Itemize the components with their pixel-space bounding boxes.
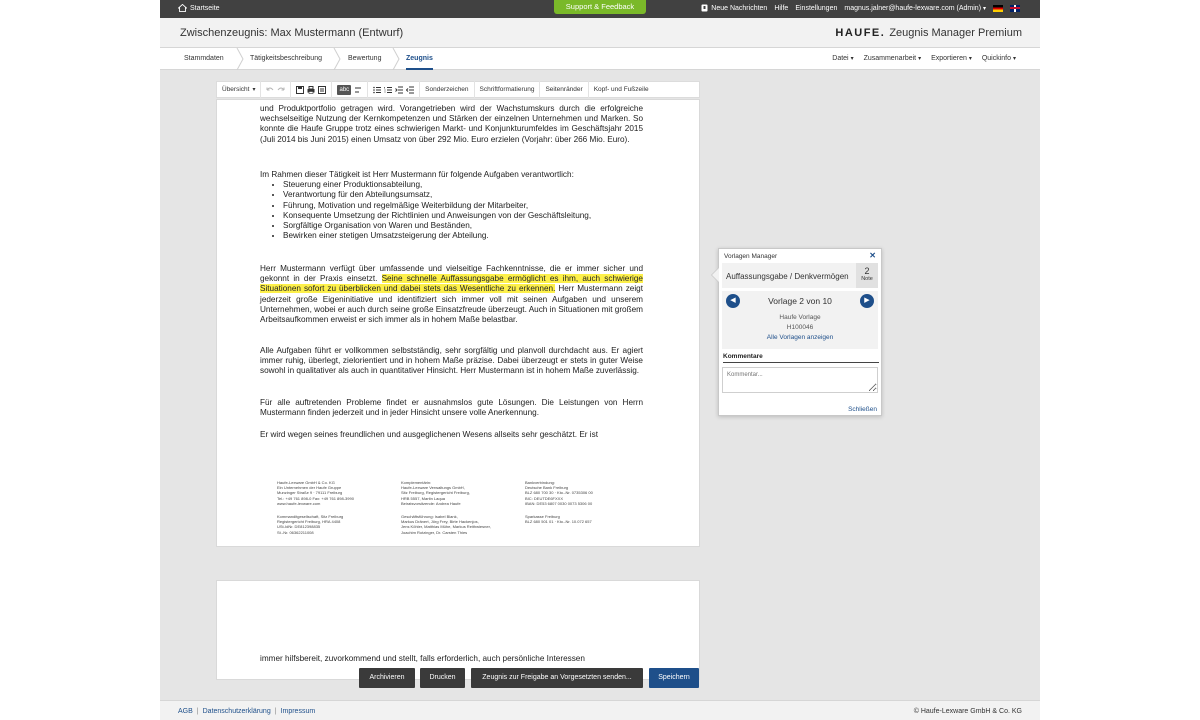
highlighted-text[interactable]: Seine schnelle Auffassungsgabe ermöglicht es ihm, auch schwierige Situationen sofort zu überblicken und dabei stets das Wesentliche zu erkennen. [260,274,643,294]
page-margins-button[interactable]: Seitenränder [540,81,588,98]
panel-title: Vorlagen Manager [724,253,778,260]
template-id: H100046 [786,324,814,331]
font-format-button[interactable]: Schriftformatierung [475,81,541,98]
notifications-link[interactable] [701,4,767,12]
tab-bewertung[interactable]: Bewertung [348,55,382,62]
copyright: © Haufe-Lexware GmbH & Co. KG [913,708,1022,715]
support-feedback-button[interactable]: Support & Feedback [554,0,646,14]
redo-icon[interactable] [277,86,285,94]
chevron-down-icon: ▾ [968,56,972,62]
show-all-templates-link[interactable]: Alle Vorlagen anzeigen [766,334,834,341]
overview-label: Übersicht [222,85,250,93]
workflow-tabs [160,48,1040,70]
tab-taetigkeitsbeschreibung[interactable]: Tätigkeitsbeschreibung [250,55,322,62]
previous-template-button[interactable] [726,294,740,308]
action-bar [160,668,1040,688]
chevron-down-icon: ▾ [252,86,256,93]
chevron-right-icon [392,48,400,70]
notifications-label: Neue Nachrichten [711,4,768,12]
app-window [160,0,1040,720]
chevron-left-icon: ◀ [730,297,736,304]
chevron-right-icon [236,48,244,70]
menu-zusammenarbeit[interactable] [864,48,922,70]
document-header [160,18,1040,48]
topic-label: Auffassungsgabe / Denkvermögen [726,272,849,281]
popover-arrow [711,267,719,283]
print-button[interactable]: Drucken [420,668,465,688]
menu-label: Exportieren [931,55,967,62]
chevron-down-icon: ▾ [1012,56,1016,62]
top-bar [160,0,1040,18]
document-paragraph[interactable]: Er wird wegen seines freundlichen und ausgeglichenen Wesens allseits sehr geschätzt. Er ist [260,430,598,439]
german-flag-icon[interactable] [993,5,1003,12]
letter-footer-bank: Bankverbindung: Deutsche Bank Freiburg BLZ 680 700 30 · Kto.-Nr. 0735306 00 BIC: DEUTDE6FXXX IBAN: DE53 6807 0030 0073 5306 00 [525,480,593,506]
outdent-icon[interactable] [406,86,414,94]
indent-icon[interactable] [395,86,403,94]
task-list [260,180,643,241]
document-paragraph[interactable]: Für alle auftretenden Probleme findet er ausnahmslos gute Lösungen. Die Leistungen von Herrn Mustermann finden jederzeit und in jeder Hinsicht unsere volle Anerkennung. [260,398,643,418]
text-direction-icon[interactable] [354,86,362,94]
send-for-approval-button[interactable]: Zeugnis zur Freigabe an Vorgesetzten senden... [471,668,643,688]
note-badge [856,263,878,288]
save-icon[interactable] [296,86,304,94]
next-template-button[interactable] [860,294,874,308]
document-paragraph[interactable]: Alle Aufgaben führt er vollkommen selbstständig, sehr sorgfältig und planvoll durchdacht aus. Er agiert immer ruhig, überlegt, zielorientiert und in hohem Maße präzise. Dabei überzeugt er stets in guter Weise sowohl in qualitativer als auch in quantitativer Hinsicht. Herr Mustermann ist in hohem Maße zuverlässig. [260,346,643,376]
separator: | [274,708,277,715]
list-item: • Steuerung einer Produktionsabteilung, [283,180,643,190]
list-item: • Sorgfältige Organisation von Waren und Beständen, [283,221,643,231]
chevron-down-icon: ▾ [850,56,854,62]
comments-label: Kommentare [723,353,879,363]
tab-stammdaten[interactable]: Stammdaten [184,55,224,62]
page-footer [160,700,1040,720]
bell-icon [701,4,708,12]
print-icon[interactable] [307,86,315,94]
undo-icon[interactable] [266,86,274,94]
letter-footer-company: Haufe-Lexware GmbH & Co. KG Ein Unternehmen der Haufe Gruppe Munzinger Straße 9 · 79111 Freiburg Tel.: +49 761 898-0 Fax: +49 761 898-3990 www.haufe-lexware.com [277,480,354,506]
paragraph-text: Herr Mustermann verfügt über umfassende und vielseitige Fachkenntnisse, die er immer sicher und gekonnt in der Praxis einsetzt. [260,264,643,284]
list-item: • Konsequente Umsetzung der Richtlinien und Anweisungen von der Geschäftsleitung, [283,211,643,221]
chevron-right-icon: ▶ [864,297,870,304]
close-icon[interactable]: ✕ [869,251,876,260]
menu-label: Datei [832,55,849,62]
close-panel-link[interactable]: Schließen [848,406,877,413]
top-nav [701,4,1020,12]
menu-exportieren[interactable] [931,48,972,70]
home-icon [178,4,187,12]
comment-input[interactable] [722,367,878,393]
home-label: Startseite [190,4,220,12]
paragraph-text: Herr Mustermann zeigt jederzeit große Eigeninitiative und identifiziert sich immer voll mit seinen Aufgaben und unserem Unternehmen, wobei er auch durch seine große Einsatzfreude überzeugt. Auch in Situationen mit großem Arbeitsaufkommen erweist er sich immer als in hohem Maße belastbar. [260,284,643,325]
undo-redo-group [261,81,291,98]
separator: | [196,708,199,715]
document-paragraph[interactable]: immer hilfsbereit, zuvorkommend und stellt, falls erforderlich, auch persönliche Interessen [260,654,585,663]
special-chars-button[interactable]: Sonderzeichen [420,81,474,98]
spellcheck-button[interactable]: abc [339,86,350,93]
menu-label: Quickinfo [981,55,1012,62]
footer-links [178,708,315,715]
note-label: Note [861,276,873,282]
template-counter: Vorlage 2 von 10 [768,296,832,306]
list-item: • Verantwortung für den Abteilungsumsatz, [283,190,643,200]
panel-header [719,249,881,263]
note-value: 2 [864,266,870,276]
document-page[interactable] [216,580,700,680]
letter-footer-partner: Komplementärin: Haufe-Lexware Verwaltungs GmbH, Sitz Freiburg, Registergericht Freiburg, HRB 5557, Martin Laqua Beiratsvorsitzende: Andrea Haufe [401,480,470,506]
product-name: Zeugnis Manager Premium [889,27,1022,39]
spellcheck-group [332,81,368,98]
header-footer-button[interactable]: Kopf- und Fußzeile [593,85,649,93]
brand [835,27,1022,39]
preview-icon[interactable] [318,86,326,94]
letter-footer-register: Kommanditgesellschaft, Sitz Freiburg Registergericht Freiburg, HRA 4408 USt-IdNr. DE812398835 St.-Nr. 06362211008 [277,514,344,535]
file-actions-group [291,81,332,98]
template-source: Haufe Vorlage [779,314,821,321]
user-label: magnus.jalner@haufe-lexware.com (Admin) [844,4,982,12]
list-item: • Führung, Motivation und regelmäßige Weiterbildung der Mitarbeiter, [283,201,643,211]
tasks-intro: Im Rahmen dieser Tätigkeit ist Herr Mustermann für folgende Aufgaben verantwortlich: [260,170,574,179]
help-link[interactable]: Hilfe [774,4,789,12]
user-menu[interactable] [844,5,986,12]
save-button[interactable]: Speichern [649,668,699,688]
agb-link[interactable]: AGB [178,708,193,715]
menu-datei[interactable] [832,48,853,70]
chevron-right-icon [333,48,341,70]
chevron-down-icon: ▾ [982,5,986,12]
letter-footer-sparkasse: Sparkasse Freiburg BLZ 680 501 01 · Kto.-Nr. 10.072 657 [525,514,592,525]
editor-toolbar [216,81,700,98]
page-title: Zwischenzeugnis: Max Mustermann (Entwurf) [180,27,404,39]
numbered-list-icon[interactable] [384,86,392,94]
tab-zeugnis[interactable]: Zeugnis [406,48,433,70]
template-navigator [722,291,878,349]
settings-link[interactable]: Einstellungen [795,4,838,12]
bullet-list-icon[interactable] [373,86,381,94]
imprint-link[interactable]: Impressum [280,708,316,715]
list-item: • Bewirken einer stetigen Umsatzsteigerung der Abteilung. [283,231,643,241]
archive-button[interactable]: Archivieren [359,668,415,688]
menu-label: Zusammenarbeit [863,55,917,62]
menu-quickinfo[interactable] [982,48,1016,70]
document-menus [832,48,1016,70]
chevron-down-icon: ▾ [918,56,922,62]
document-paragraph[interactable]: und Produktportfolio getragen wird. Vorangetrieben wird der Wachstumskurs durch die erfolgreiche wechselseitige Nutzung der Kernkompetenzen und Stärken der einzelnen Unternehmen und Marken. So konnte die Haufe Gruppe trotz eines schwierigen Markt- und Konjunkturumfeldes im Geschäftsjahr 2015 (Juli 2014 bis Juni 2015) einen Umsatz von über 292 Mio. Euro erzielen (Vorjahr: über 266 Mio. Euro). [260,104,643,144]
topic-row [722,263,878,288]
letter-footer-management: Geschäftsführung: Isabel Blank, Markus Dränert, Jörg Frey, Birte Hackenjos, Jens Köhler, Matthias Mühe, Markus Reithwiesner, Joachim Rotzinger, Dr. Carsten Thies [401,514,491,535]
vorlagen-manager-panel [718,248,882,416]
overview-dropdown[interactable] [217,81,261,98]
home-link[interactable] [178,4,220,12]
privacy-link[interactable]: Datenschutzerklärung [202,708,271,715]
list-group [368,81,420,98]
document-page[interactable] [216,99,700,547]
tasks-section[interactable] [260,170,643,241]
english-flag-icon[interactable] [1010,5,1020,12]
document-paragraph[interactable] [260,264,643,325]
haufe-logo: HAUFE. [835,27,886,39]
